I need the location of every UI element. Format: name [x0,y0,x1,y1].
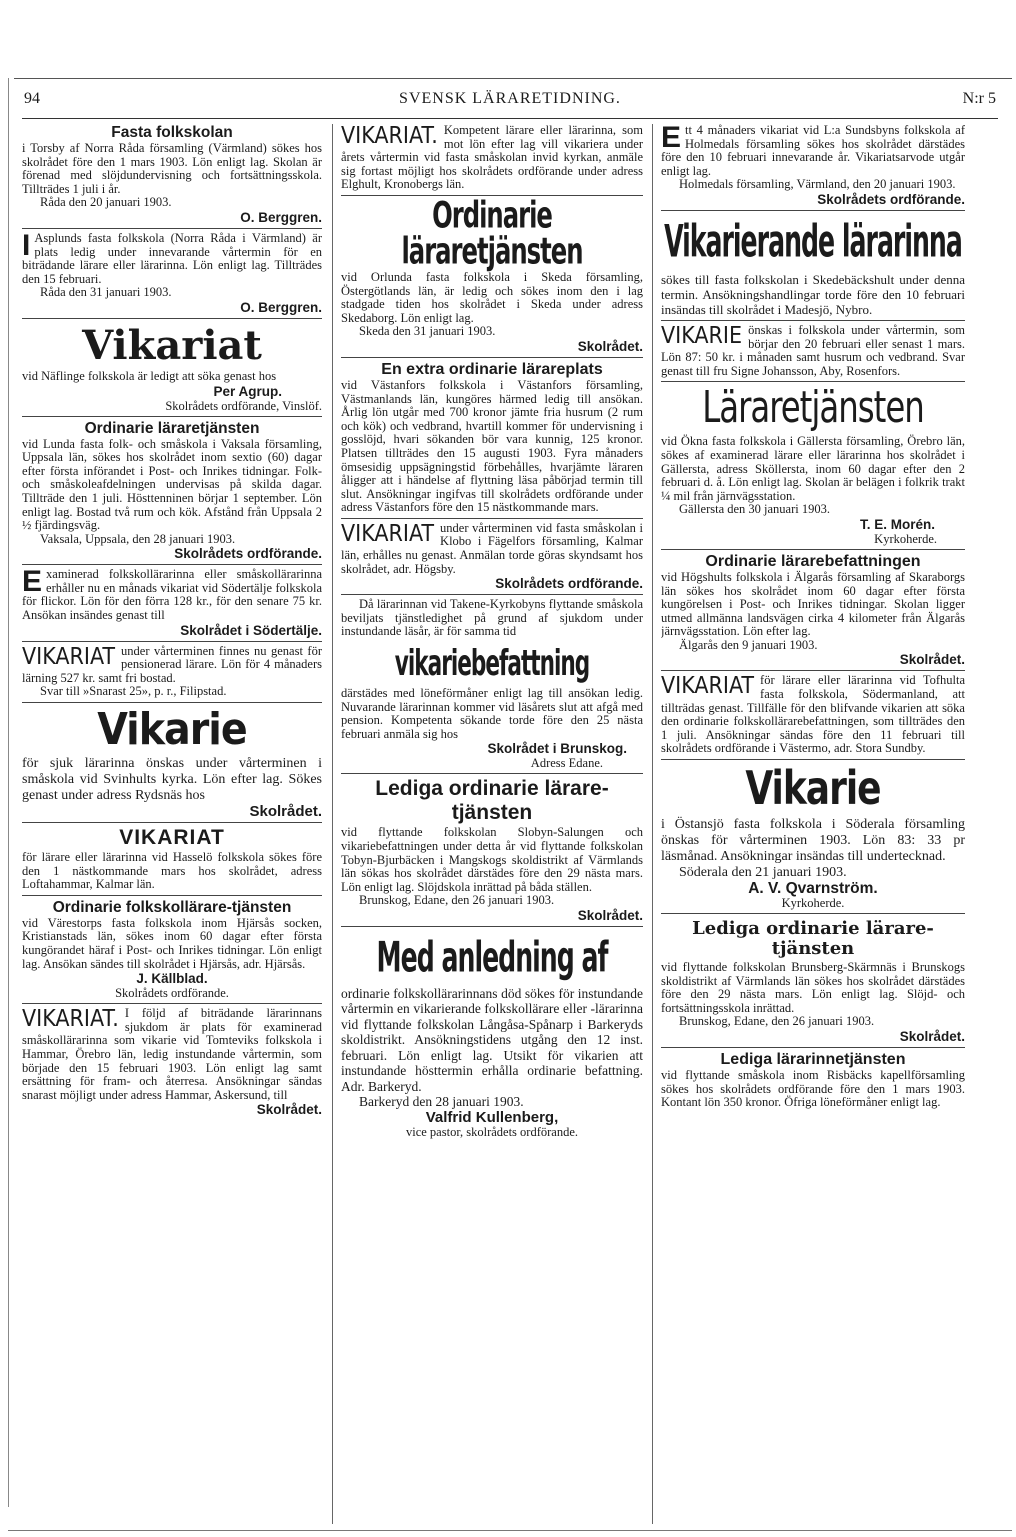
ad-display-title: Läraretjänsten [702,384,924,434]
drop-cap: E [661,124,682,154]
ad-signature: Valfrid Kullenberg, [425,1108,559,1126]
ad-display-title: Vikariat [82,321,262,369]
ad-hogshult [661,549,965,668]
ad-heading: VIKARIAT [119,826,225,850]
page-number: 94 [24,90,40,107]
ad-text: vid Lunda fasta folk- och småskola i Vaksala församling, Uppsala län, sökes hos skolrådet inom sextio (60) dagar efter första införandet i Post- och Inrikes tidningar. Folk- och småskoleafdelningen undervisas på skilda dagar. Tillträde den 1 juli. Hösttenninen börjar 1 september. Lön enligt lag. Bostad två rum och kök. Afstånd från Uppsala 2 ½ fjärdingsväg. [22,436,322,533]
ad-text: för lärare eller lärarinna vid Tofhulta fasta folkskola, Södermanland, att tillträdas genast. Tillfälle för den blifvande vikarien att söka den ordinarie folkskollärarebefattningen, som tillträdes den 1 juli. Ansökningar sändas före den 11 februari till skolrådets ordförande i Västermo, adr. Stora Sundby. [661,673,965,756]
publication-title: SVENSK LÄRARETIDNING. [399,90,621,107]
ad-subline: Skolrådets ordförande, Vinslöf. [165,398,322,413]
ad-display-title: Vikarierande lärarinna [664,214,962,268]
page-header [24,90,996,112]
ad-text: vid flyttande folkskolan Slobyn-Salungen och vikariebefattningen under detta år vid flyttande folkskolan Tobyn-Bjurbäcken i Mangskogs skoldistrikt af Värmlands län sökas hos skolrådet därstädes före den 29 nästa mars. Lön enligt lag. Slöjdskola inrättad på båda ställen. [341,825,643,894]
ad-text: Asplunds fasta folkskola (Norra Råda i Värmland) är plats ledig under innevarande vårtermin för en biträdande lärare eller lärarinna. Lön enligt lag. Tillträdes den 15 februari. [22,230,322,286]
ad-signature: O. Berggren. [240,209,322,225]
ad-text: under vårterminen vid fasta småskolan i Klobo i Fägelfors församling, Kalmar län, erhålles nu genast. Anmälan torde göras skyndsamt hos skolrådet, adr. Högsby. [341,520,643,576]
ad-subline: Kyrkoherde. [781,896,845,911]
ad-dateline: Vaksala, Uppsala, den 28 januari 1903. [40,531,236,546]
ad-reply: Svar till »Snarast 25», p. r., Filipstad. [40,684,227,699]
ad-signature: T. E. Morén. [859,516,935,532]
ad-heading: Ordinarie lärarebefattningen [705,552,921,570]
ad-subline: vice pastor, skolrådets ordförande. [405,1124,578,1139]
ad-text: sökes till fasta folkskolan i Skedebäckshult under denna termin. Ansökningshandlingar torde före den 10 februari insändas till skolrådet i Madesjö, Nybro. [661,271,965,317]
ad-display-title: Ordinarie läraretjänsten [401,194,583,274]
ad-display-title: Vikarie [97,704,247,756]
ad-heading: Ordinarie folkskollärare-tjänsten [52,898,292,916]
ad-display-title: Med anledning af [376,932,608,982]
bottom-rule [8,1530,1012,1531]
column-1 [22,124,322,1524]
left-border [8,78,9,1507]
column-divider [332,124,333,1524]
ad-torsby [22,124,322,225]
ad-takene [341,594,643,770]
ad-text: ordinarie folkskollärarinnans död sökes för instundande vårtermin en vikarierande folkskollärare eller -lärarinna vid flyttande folkskolan Långåsa-Spånarp i Barkeryds skoldistrikt. Ansökningstidens utgång den 12 inst. februari. Lön enligt lag. Utsikt för vikarien att instundande hösttermin erhålla ordinarie befattning. Adr. Barkeryd. [341,985,643,1094]
ad-heading: En extra ordinarie lärareplats [381,360,603,378]
ad-dateline: Söderala den 21 januari 1903. [679,865,847,881]
drop-cap: E [22,565,43,599]
ad-asplund [22,228,322,315]
ad-signature: Skolrådets ordförande. [495,576,643,592]
ad-signature: O. Berggren. [240,299,322,315]
ad-heading: Lediga lärarinnetjänsten [720,1051,906,1068]
run-in-title: VIKARIE [661,322,743,349]
ad-text: vid Västanfors folkskola i Västanfors församling, Västmanlands län, kungöres härmed ledig till ansökan. Årlig lön utgår med 700 kronor jämte fria husrum (2 rum och kök) och vedbrand, hvartill kommer för undervisning i gosslöjd, hvari sökanden bör vara kunnig, 125 kronor. Platsen tillträdes den 15 augusti 1903. Fyra månaders ömsesidig uppsägningstid förbehålles, hvarjämte läraren åligger att i händelse af flyttning läsa påbörjad termin till slut. Ansökningar ingifvas till skolrådets ordförande under adress Västanfors före den 15 nästkommande mars. [341,377,643,515]
ad-naflinge [22,318,322,413]
run-in-title: VIKARIAT [661,673,755,700]
top-rule [14,78,1012,79]
run-in-title: VIKARIAT. [341,124,438,149]
ad-signature: Skolrådet. [577,338,643,354]
ad-hasselo [22,822,322,892]
ad-svinhult [22,702,322,819]
ad-text: Då lärarinnan vid Takene-Kyrkobyns flyttande småskola beviljats tjänstledighet på grund af sjukdom under instundande läsår, är för samma tid [341,597,643,639]
ad-heading: Fasta folkskolan [111,124,233,141]
ad-display-title: Vikarie [745,762,881,816]
ad-sodertalje [22,564,322,637]
ad-text: i Torsby af Norra Råda församling (Värmland) sökes hos skolrådet före den 1 mars 1903. Lön enligt lag. Skolan är förenad med slöjdundervisning och fortsättningsskola. Tillträdes 1 juli i år. [22,141,322,196]
ad-signature: Skolrådet. [899,1029,965,1044]
ad-text: för sjuk lärarinna önskas under vårterminen i småskola vid Svinhults kyrka. Lön efter lag. Sökes genast under adress Rydsnäs hos [22,756,322,804]
ad-signature: Skolrådets ordförande. [174,546,322,562]
ad-text: tt 4 månaders vikariat vid L:a Sundsbyns folkskola af Holmedals församling sökes hos skolrådet därstädes före den 10 februari innevarande år. Vikariatsarvode utgår enligt lag. [661,124,965,178]
ad-dateline: Råda den 31 januari 1903. [40,285,172,300]
ad-display-title: vikariebefattning [394,642,590,685]
ad-dateline: Skeda den 31 januari 1903. [359,324,496,339]
header-rule [22,118,998,119]
ad-tofhulta [661,670,965,756]
ad-holmedal [661,124,965,207]
ad-subline: Skolrådets ordförande. [115,986,229,1001]
ad-text: vid Värestorps fasta folkskola inom Hjärsås socken, Kristianstads län, sökes inom 60 dagar efter första kungörandet häraf i Post- och Inrikes tidningar. Lön enligt lag. Ansökan sändes till skolrådet i Hjärsås, adr. Hjärsås. [22,915,322,971]
ad-signature: J. Källblad. [136,971,208,987]
ad-heading: Lediga ordinarie lärare-tjänsten [692,918,934,960]
ad-mangskog [341,773,643,923]
ad-tomtevik [22,1003,322,1117]
ad-heading: Lediga ordinarie lärare-tjänsten [375,777,609,825]
ad-text: I följd af biträdande lärarinnans sjukdom är plats för examinerad småskollärarinna som vikarie vid Tomteviks folkskola i Hammar, Örebro län, ledig instundande vårtermin, som började den 15 februari 1903. Lön enligt lag samt ersättning för fram- och återresa. Ansökningar sändas snarast möjligt under adress Hammar, Askersund, till [22,1006,322,1102]
ad-brunsberg [661,913,965,1044]
ad-vastanfors [341,357,643,515]
ad-text: vid flyttande folkskolan Brunsberg-Skärmnäs i Brunskogs skoldistrikt af Värmlands län sökes hos skolrådet därstädes före den 29 nästa mars. Lön enligt lag. Slöjd- och fortsättningsskola inrättad. [661,960,965,1015]
ad-signature: Skolrådet i Södertälje. [180,622,322,638]
ad-text: vid Högshults folkskola i Älgarås församling af Skaraborgs län sökes hos skolrådet inom 60 dagar efter första kungörelsen i Post- och Inrikes tidningar. Skolan ligger utmed allmänna landsvägen cirka 4 kilometer från Älgarås järnvägsstation. Lön efter lag. [661,569,965,639]
ad-text: för lärare eller lärarinna vid Hasselö folkskola sökes före den 1 nästkommande mars hos skolrådet, adress Loftahammar, Kalmar län. [22,850,322,892]
ad-signature: Skolrådet i Brunskog. [487,741,627,757]
ad-dateline: Barkeryd den 28 januari 1903. [359,1094,524,1110]
ad-signature: Skolrådet. [577,907,643,923]
ad-orlunda [341,195,643,354]
ad-rosenfors [661,320,965,378]
ad-lunda [22,416,322,562]
ad-skedebackshult [661,210,965,317]
ad-text: vid Näflinge folkskola är ledigt att söka genast hos [22,368,277,383]
ad-text: i Östansjö fasta folkskola i Söderala församling önskas för vårterminen 1903. Lön 83: 33 pr läsmånad. Ansökningar insändas till undertecknad. [661,817,965,865]
ad-signature: A. V. Qvarnström. [748,880,878,898]
ad-signature: Skolrådet. [249,803,322,821]
ad-klobo [341,518,643,591]
ad-elghult [341,124,643,192]
ad-text: önskas i folkskola under vårtermin, som börjar den 20 februari eller senast 1 mars. Lön 87: 50 kr. i månaden samt husrum och vedbrand. Svar genast till fru Signe Johansson, Aby, Rosenfors. [661,322,965,378]
run-in-title: VIKARIAT [341,520,435,547]
ad-okna [661,381,965,546]
ad-subline: Adress Edane. [530,756,603,771]
ad-risback [661,1047,965,1110]
ad-dateline: Brunskog, Edane, den 26 januari 1903. [679,1014,875,1029]
ad-dateline: Gällersta den 30 januari 1903. [679,502,830,517]
run-in-title: VIKARIAT [22,643,116,670]
ad-signature: Skolrådet. [899,652,965,668]
ad-signature: Skolrådet. [256,1102,322,1118]
column-divider [652,124,653,1524]
column-3 [661,124,965,1524]
ad-text: xaminerad folkskollärarinna eller småskollärarinna erhåller nu en månads vikariat vid Södertälje folkskola för flickor. Lön för den förra 128 kr., för den senare 75 kr. Ansökan insändes genast till [22,567,322,623]
ad-dateline: Brunskog, Edane, den 26 januari 1903. [359,893,555,908]
run-in-title: VIKARIAT. [22,1006,119,1033]
ad-text: vid Ökna fasta folkskola i Gällersta församling, Örebro län, sökes af examinerad lärare eller lärarinna hos skolrådet i Gällersta, adress Sköllersta, inom 60 dagar efter den 2 februari d. å. Lön enligt lag. Skolan är belägen i folkrik trakt ¼ mil från järnvägsstation. [661,434,965,503]
issue-number: N:r 5 [962,90,996,107]
ad-text: Kompetent lärare eller lärarinna, som mot lön efter lag vill vikariera under årets vårtermin vid fasta småskolan invid kyrkan, anmäle sig fortast möjligt hos skolrådets ordförande under adress Elghult, Kronobergs län. [341,124,643,192]
ad-signature: Per Agrup. [213,383,282,399]
ad-dateline: Älgarås den 9 januari 1903. [679,637,818,652]
ad-dateline: Råda den 20 januari 1903. [40,195,172,210]
ad-signature: Skolrådets ordförande. [817,191,965,207]
ad-subline: Kyrkoherde. [874,531,937,546]
ad-text-continued: därstädes med löneförmåner enligt lag till ansökan ledig. Nuvarande lärarinnan kommer vid läsårets slut att afgå med pension. Kompetenta sökande torde före den 25 nästa februari anmäla sig hos [341,686,643,741]
ad-text: vid Orlunda fasta folkskola i Skeda församling, Östergötlands län, är ledig och sökes inom den i lag stadgade tiden hos skolrådet i Skeda under adress Skedaborg. Lön enligt lag. [341,269,643,325]
ad-dateline: Holmedals församling, Värmland, den 20 januari 1903. [679,177,956,192]
ad-ostansjo [661,759,965,910]
ad-heading: Ordinarie läraretjänsten [84,419,260,437]
ad-text: under vårterminen finnes nu genast för pensionerad lärare. Lön för 4 månaders lärning 527 kr. samt fri bostad. [22,643,322,685]
drop-cap: I [22,228,31,262]
ad-barkeryd [341,926,643,1139]
ad-text: vid flyttande småskola inom Risbäcks kapellförsamling sökes hos skolrådets ordförande före den 1 mars 1903. Kontant lön 350 kronor. Öfriga löneförmåner enligt lag. [661,1068,965,1110]
ad-varestorp [22,895,322,1000]
ad-vikariat-filipstad [22,641,322,699]
column-2 [341,124,643,1524]
